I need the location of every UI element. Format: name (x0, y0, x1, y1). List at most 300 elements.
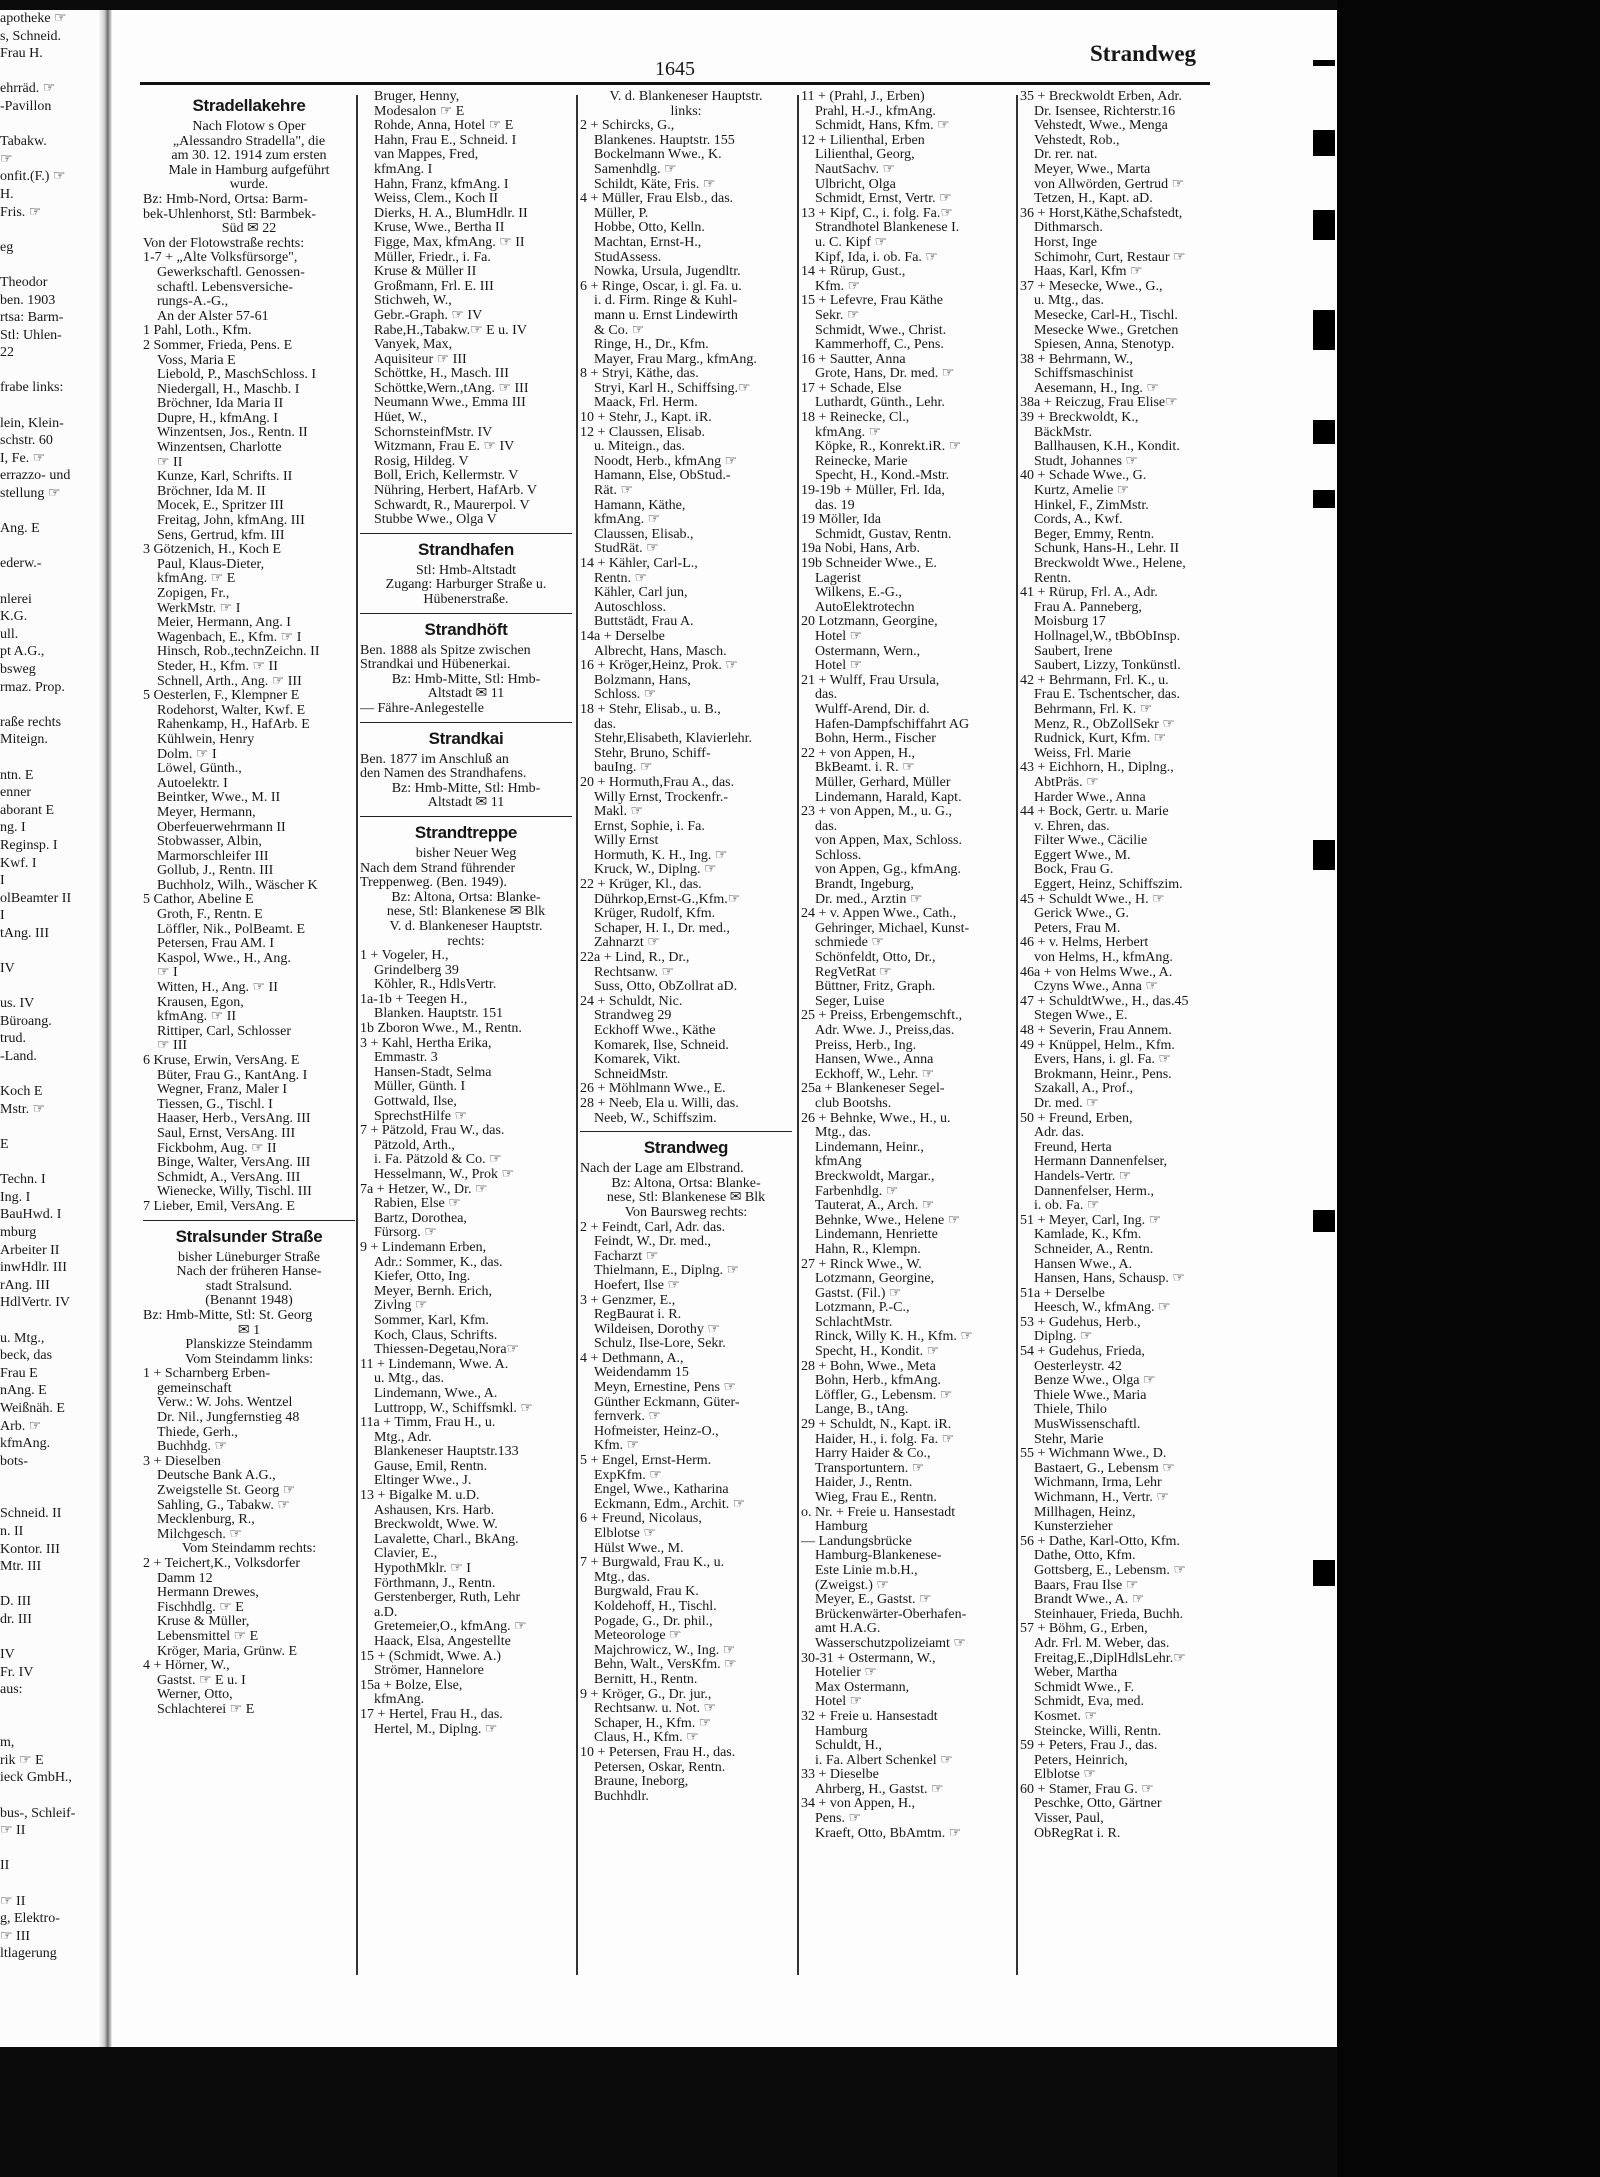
house-entry: 26 + Möhlmann Wwe., E. (580, 1082, 726, 1097)
resident-entry: das. (815, 819, 838, 834)
house-entry: 56 + Dathe, Karl-Otto, Kfm. (1020, 1534, 1180, 1549)
resident-entry: Bröchner, Ida M. II (157, 484, 266, 499)
previous-page-line: olBeamter II (0, 890, 72, 906)
resident-entry: Hahn, Franz, kfmAng. I (374, 177, 509, 192)
previous-page-line (0, 221, 98, 239)
previous-page-line: tAng. III (0, 925, 49, 941)
resident-entry: Vehstedt, Wwe., Menga (1034, 119, 1168, 134)
house-entry: 5 Oesterlen, F., Klempner E (143, 689, 300, 704)
previous-page-line (0, 1699, 98, 1717)
resident-entry: Braune, Ineborg, (594, 1775, 689, 1790)
resident-entry: gemeinschaft (157, 1381, 232, 1396)
resident-entry: Rittiper, Carl, Schlosser (157, 1024, 291, 1039)
previous-page-line: ederw.- (0, 556, 42, 572)
previous-page-line (0, 1154, 98, 1172)
house-entry: 20 + Hormuth,Frau A., das. (580, 775, 735, 790)
margin-index-marks (1313, 60, 1337, 2040)
previous-page-line: nAng. E (0, 1383, 47, 1399)
street-note: Nach der früheren Hanse- (176, 1265, 322, 1280)
resident-entry: Fürsorg. ☞ (374, 1226, 437, 1241)
resident-entry: Bernitt, H., Rentn. (594, 1672, 698, 1687)
resident-entry: Winzentsen, Charlotte (157, 441, 282, 456)
resident-entry: Gause, Emil, Rentn. (374, 1459, 488, 1474)
previous-page-line: schstr. 60 (0, 433, 53, 449)
resident-entry: Müller, Günth. I (374, 1080, 466, 1095)
resident-entry: Beger, Emmy, Rentn. (1034, 527, 1155, 542)
resident-entry: An der Alster 57-61 (157, 309, 269, 324)
previous-page-line: I (0, 908, 5, 924)
house-entry: 7a + Hetzer, W., Dr. ☞ (360, 1182, 488, 1197)
resident-entry: Kruse & Müller, (157, 1615, 250, 1630)
resident-entry: Kfm. ☞ (594, 1439, 640, 1454)
resident-entry: Noodt, Herb., kfmAng ☞ (594, 454, 738, 469)
resident-entry: Dathe, Otto, Kfm. (1034, 1549, 1136, 1564)
resident-entry: Löwel, Günth., (157, 762, 242, 777)
house-entry: 10 + Stehr, J., Kapt. iR. (580, 411, 712, 426)
house-entry: 19a Nobi, Hans, Arb. (801, 542, 920, 557)
resident-entry: Oberfeuerwehrmann II (157, 820, 286, 835)
resident-entry: Schloss. ☞ (594, 688, 657, 703)
resident-entry: Autoschloss. (594, 600, 666, 615)
resident-entry: Grote, Hans, Dr. med. ☞ (815, 367, 955, 382)
previous-page-line: g, Elektro- (0, 1911, 60, 1927)
resident-entry: Mtg., das. (594, 1570, 650, 1585)
resident-entry: Pätzold, Arth., (374, 1138, 455, 1153)
resident-entry: kfmAng. ☞ E (157, 572, 236, 587)
resident-entry: Komarek, Vikt. (594, 1053, 681, 1068)
resident-entry: Mecklenburg, R., (157, 1513, 255, 1528)
resident-entry: Baars, Frau Ilse ☞ (1034, 1578, 1139, 1593)
previous-page-line: onfit.(F.) ☞ (0, 169, 66, 185)
house-entry: 3 Götzenich, H., Koch E (143, 543, 282, 558)
resident-entry: Saul, Ernst, VersAng. III (157, 1126, 296, 1141)
resident-entry: Saubert, Lizzy, Tonkünstl. (1034, 659, 1181, 674)
resident-entry: kfmAng. (374, 1693, 425, 1708)
resident-entry: Hamburg (815, 1520, 868, 1535)
resident-entry: Stobwasser, Albin, (157, 835, 262, 850)
resident-entry: Benze Wwe., Olga ☞ (1034, 1374, 1156, 1389)
column-divider (797, 95, 799, 1975)
resident-entry: Engel, Wwe., Katharina (594, 1483, 729, 1498)
resident-entry: Schildt, Käte, Fris. ☞ (594, 177, 716, 192)
house-entry: 19-19b + Müller, Frl. Ida, (801, 484, 945, 499)
resident-entry: Meyn, Ernestine, Pens ☞ (594, 1381, 737, 1396)
resident-entry: von Allwörden, Gertrud ☞ (1034, 177, 1185, 192)
house-entry: 25a + Blankeneser Segel- (801, 1082, 945, 1097)
previous-page-line: raße rechts (0, 714, 62, 730)
resident-entry: Koch, Claus, Schrifts. (374, 1328, 498, 1343)
house-entry: 26 + Behnke, Wwe., H., u. (801, 1111, 951, 1126)
resident-entry: Transportuntern. ☞ (815, 1461, 925, 1476)
resident-entry: das. (594, 717, 617, 732)
house-entry: Nach dem Strand führender (360, 861, 516, 876)
resident-entry: Dierks, H. A., BlumHdlr. II (374, 206, 528, 221)
resident-entry: Strandhotel Blankenese I. (815, 221, 960, 236)
previous-page-line (0, 1488, 98, 1506)
resident-entry: Max Ostermann, (815, 1680, 910, 1695)
previous-page-line: enner (0, 785, 32, 801)
resident-entry: Meier, Hermann, Ang. I (157, 616, 291, 631)
house-entry: 11 + (Prahl, J., Erben) (801, 90, 925, 104)
house-entry: Ben. 1877 im Anschluß an (360, 752, 509, 767)
resident-entry: Hobbe, Otto, Kelln. (594, 221, 705, 236)
house-entry: Nach der Lage am Elbstrand. (580, 1162, 744, 1177)
resident-entry: Kfm. ☞ (815, 279, 861, 294)
resident-entry: van Mappes, Fred, (374, 148, 479, 163)
resident-entry: Moisburg 17 (1034, 615, 1106, 630)
resident-entry: bauIng. ☞ (594, 761, 653, 776)
resident-entry: Behnke, Wwe., Helene ☞ (815, 1213, 961, 1228)
resident-entry: Facharzt ☞ (594, 1249, 659, 1264)
resident-entry: Elblotse ☞ (1034, 1768, 1096, 1783)
resident-entry: Gewerkschaftl. Genossen- (157, 265, 305, 280)
resident-entry: Kosmet. ☞ (1034, 1709, 1098, 1724)
street-note: bisher Lüneburger Straße (177, 1250, 321, 1265)
resident-entry: kfmAng. ☞ (815, 425, 882, 440)
resident-entry: ObRegRat i. R. (1034, 1826, 1121, 1841)
resident-entry: & Co. ☞ (594, 323, 645, 338)
resident-entry: schmiede ☞ (815, 936, 884, 951)
resident-entry: Thiele, Thilo (1034, 1403, 1107, 1418)
house-entry: 2 Sommer, Frieda, Pens. E (143, 338, 293, 353)
house-entry: 34 + von Appen, H., (801, 1797, 916, 1812)
resident-entry: Lange, B., tAng. (815, 1403, 909, 1418)
resident-entry: Groth, F., Rentn. E (157, 908, 263, 923)
house-entry: 40 + Schade Wwe., G. (1020, 469, 1147, 484)
resident-entry: Wienecke, Willy, Tischl. III (157, 1185, 312, 1200)
resident-entry: Kunsterzieher (1034, 1520, 1113, 1535)
house-entry: 38a + Reiczug, Frau Elise☞ (1020, 396, 1178, 411)
resident-entry: Schöttke,Wern.,tAng. ☞ III (374, 381, 529, 396)
resident-entry: kfmAng. ☞ II (157, 1010, 237, 1025)
house-entry: 11 + Lindemann, Wwe. A. (360, 1357, 509, 1372)
previous-page-line: aborant E (0, 802, 55, 818)
resident-entry: Komarek, Ilse, Schneid. (594, 1038, 729, 1053)
house-entry: 12 + Claussen, Elisab. (580, 425, 705, 440)
resident-entry: Kaspol, Wwe., H., Ang. (157, 951, 291, 966)
street-note: (Benannt 1948) (205, 1294, 293, 1309)
previous-page-line: Ing. I (0, 1189, 31, 1205)
resident-entry: Kruse, Wwe., Bertha II (374, 221, 505, 236)
street-note: Von Baursweg rechts: (624, 1205, 748, 1220)
resident-entry: Müller, Gerhard, Müller (815, 775, 951, 790)
house-entry: bek-Uhlenhorst, Stl: Barmbek- (143, 207, 317, 222)
resident-entry: Schulz, Ilse-Lore, Sekr. (594, 1337, 726, 1352)
resident-entry: Seger, Luise (815, 994, 885, 1009)
resident-entry: Werner, Otto, (157, 1688, 233, 1703)
previous-page-line: Stl: Uhlen- (0, 327, 62, 343)
previous-page-line: eg (0, 239, 14, 255)
resident-entry: Peters, Frau M. (1034, 921, 1121, 936)
resident-entry: Steinhauer, Frieda, Buchh. (1034, 1607, 1184, 1622)
resident-entry: u. C. Kipf ☞ (815, 235, 888, 250)
previous-page-line: ull. (0, 626, 19, 642)
previous-page-line: s, Schneid. (0, 28, 62, 44)
resident-entry: Kunze, Karl, Schrifts. II (157, 470, 293, 485)
resident-entry: Köhler, R., HdlsVertr. (374, 978, 497, 993)
resident-entry: Milchgesch. ☞ (157, 1527, 242, 1542)
resident-entry: Brandt, Ingeburg, (815, 878, 914, 893)
street-heading: Stradellakehre (192, 96, 306, 115)
previous-page-line: n. II (0, 1524, 24, 1540)
resident-entry: Burgwald, Frau K. (594, 1585, 699, 1600)
street-note: Bz: Hmb-Mitte, Stl: Hmb- (391, 781, 541, 796)
resident-entry: Wegner, Franz, Maler I (157, 1083, 288, 1098)
resident-entry: a.D. (374, 1605, 398, 1620)
resident-entry: Blanken. Hauptstr. 151 (374, 1007, 504, 1022)
house-entry: 1 + Vogeler, H., (360, 949, 449, 964)
street-note: Bz: Altona, Ortsa: Blanke- (611, 1176, 761, 1191)
house-entry: 19 Möller, Ida (801, 513, 881, 528)
previous-page-line: BauHwd. I (0, 1207, 62, 1223)
resident-entry: Neeb, W., Schiffszim. (594, 1111, 717, 1126)
house-entry: 30-31 + Ostermann, W., (801, 1651, 936, 1666)
resident-entry: Haider, H., i. folg. Fa. ☞ (815, 1432, 955, 1447)
previous-page-line: rAng. III (0, 1277, 50, 1293)
resident-entry: Wichmann, H., Vertr. ☞ (1034, 1491, 1169, 1505)
resident-entry: Prahl, H.-J., kfmAng. (815, 104, 936, 119)
resident-entry: Ringe, H., Dr., Kfm. (594, 338, 709, 353)
resident-entry: Kruse & Müller II (374, 265, 477, 280)
house-entry: o. Nr. + Freie u. Hansestadt (801, 1505, 956, 1520)
resident-entry: Thielmann, E., Diplng. ☞ (594, 1264, 740, 1279)
house-entry: 37 + Mesecke, Wwe., G., (1020, 279, 1163, 294)
previous-page-line: lein, Klein- (0, 415, 64, 431)
street-note: Zugang: Harburger Straße u. (385, 578, 547, 593)
resident-entry: Cords, A., Kwf. (1034, 513, 1123, 528)
previous-page-line (0, 749, 98, 767)
resident-entry: von Helms, H., kfmAng. (1034, 951, 1173, 966)
resident-entry: Handels-Vertr. ☞ (1034, 1169, 1132, 1184)
resident-entry: Wildeisen, Dorothy ☞ (594, 1322, 720, 1337)
house-entry: 22 + von Appen, H., (801, 746, 916, 761)
resident-entry: Petersen, Oskar, Rentn. (594, 1760, 726, 1775)
scan-border-top (0, 0, 1337, 10)
street-note: Altstadt ✉ 11 (427, 687, 505, 702)
resident-entry: Dolm. ☞ I (157, 747, 217, 762)
resident-entry: Schneider, A., Rentn. (1034, 1242, 1154, 1257)
resident-entry: Bruger, Henny, (374, 90, 460, 104)
resident-entry: Hansen-Stadt, Selma (374, 1065, 492, 1080)
house-entry: 3 + Dieselben (143, 1454, 221, 1469)
previous-page-line: bots- (0, 1453, 28, 1469)
resident-entry: Maack, Frl. Herm. (594, 396, 698, 411)
resident-entry: Hansen, Wwe., Anna (815, 1053, 934, 1068)
resident-entry: Damm 12 (157, 1571, 213, 1586)
house-entry: 54 + Gudehus, Frieda, (1020, 1345, 1145, 1360)
house-entry: 38 + Behrmann, W., (1020, 352, 1133, 367)
resident-entry: Lagerist (815, 571, 861, 586)
previous-page-line: ng. I (0, 820, 26, 836)
house-entry: 5 Cathor, Abeline E (143, 893, 254, 908)
resident-entry: Lotzmann, P.-C., (815, 1301, 910, 1316)
section-divider (360, 533, 572, 534)
previous-page-line: -Land. (0, 1049, 37, 1065)
resident-entry: ☞ II (157, 455, 183, 470)
house-entry: 60 + Stamer, Frau G. ☞ (1020, 1782, 1154, 1797)
resident-entry: Szakall, A., Prof., (1034, 1082, 1134, 1097)
resident-entry: Löffler, G., Lebensm. ☞ (815, 1388, 953, 1403)
house-entry: 1 Pahl, Loth., Kfm. (143, 324, 252, 339)
resident-entry: Meteorologe ☞ (594, 1629, 682, 1644)
previous-page-line: I (0, 873, 5, 889)
resident-entry: StudRät. ☞ (594, 542, 659, 557)
resident-entry: Menz, R., ObZollSekr ☞ (1034, 717, 1175, 732)
resident-entry: Beintker, Wwe., M. II (157, 791, 281, 806)
resident-entry: Mtg., Adr. (374, 1430, 432, 1445)
previous-page-line: ieck GmbH., (0, 1770, 72, 1786)
resident-entry: Eckhoff Wwe., Käthe (594, 1024, 716, 1038)
resident-entry: Lindemann, Harald, Kapt. (815, 790, 962, 805)
resident-entry: Eckmann, Edm., Archit. ☞ (594, 1497, 746, 1512)
previous-page-line: Frau H. (0, 46, 43, 62)
previous-page-line: us. IV (0, 996, 35, 1012)
resident-entry: Kröger, Maria, Grünw. E (157, 1644, 298, 1659)
resident-entry: amt H.A.G. (815, 1622, 881, 1637)
resident-entry: Harder Wwe., Anna (1034, 790, 1146, 805)
house-entry: Bz: Hmb-Mitte, Stl: St. Georg (143, 1308, 313, 1323)
resident-entry: Behrmann, Frl. K. ☞ (1034, 702, 1153, 717)
previous-page-line (0, 942, 98, 960)
resident-entry: Luthardt, Günth., Lehr. (815, 396, 945, 411)
resident-entry: Horst, Inge (1034, 235, 1097, 250)
resident-entry: Nowka, Ursula, Jugendltr. (594, 265, 741, 280)
resident-entry: Schmidt, Hans, Kfm. ☞ (815, 119, 950, 134)
previous-page-line: Kontor. III (0, 1541, 60, 1557)
resident-entry: Weiss, Frl. Marie (1034, 746, 1131, 761)
resident-entry: Krüger, Rudolf, Kfm. (594, 907, 716, 922)
house-entry: 57 + Böhm, G., Erben, (1020, 1622, 1148, 1637)
resident-entry: Gottsberg, E., Lebensm. ☞ (1034, 1563, 1186, 1578)
resident-entry: Rudnick, Kurt, Kfm. ☞ (1034, 732, 1167, 747)
resident-entry: Büttner, Fritz, Graph. (815, 980, 936, 995)
house-entry: 7 + Pätzold, Frau W., das. (360, 1124, 505, 1139)
previous-page-line: IV (0, 961, 15, 977)
resident-entry: kfmAng (815, 1155, 862, 1170)
resident-entry: Freitag, John, kfmAng. III (157, 514, 305, 529)
resident-entry: Claussen, Elisab., (594, 527, 694, 542)
resident-entry: Heesch, W., kfmAng. ☞ (1034, 1301, 1171, 1316)
street-note: stadt Stralsund. (205, 1279, 293, 1294)
resident-entry: Haas, Karl, Kfm ☞ (1034, 265, 1143, 280)
resident-entry: Hülst Wwe., M. (594, 1541, 684, 1556)
previous-page-line: beck, das (0, 1348, 53, 1364)
resident-entry: Mesecke Wwe., Gretchen (1034, 323, 1179, 338)
previous-page-line: mburg (0, 1224, 37, 1240)
previous-page-line: Tabakw. (0, 134, 47, 150)
previous-page-line: E (0, 1137, 9, 1152)
previous-page-line: 22 (0, 345, 14, 361)
section-divider (360, 613, 572, 614)
resident-entry: Brokmann, Heinr., Pens. (1034, 1067, 1172, 1082)
resident-entry: Lavalette, Charl., BkAng. (374, 1532, 519, 1547)
resident-entry: v. Ehren, das. (1034, 819, 1110, 834)
resident-entry: BäckMstr. (1034, 425, 1092, 440)
resident-entry: Thiessen-Degetau,Nora☞ (374, 1343, 520, 1358)
previous-page-line: Frau E (0, 1365, 38, 1381)
street-note: Male in Hamburg aufgeführt (168, 163, 330, 178)
previous-page-line: IV (0, 1647, 15, 1663)
resident-entry: NautSachv. ☞ (815, 162, 896, 177)
house-entry: 5 + Engel, Ernst-Herm. (580, 1454, 712, 1469)
resident-entry: Stryi, Karl H., Schiffsing.☞ (594, 381, 751, 396)
house-entry: 6 Kruse, Erwin, VersAng. E (143, 1054, 300, 1068)
house-entry: 4 + Hörner, W., (143, 1659, 230, 1674)
resident-entry: Gerick Wwe., G. (1034, 907, 1129, 922)
house-entry: 14 + Kähler, Carl-L., (580, 557, 698, 571)
street-note: Stl: Hmb-Altstadt (416, 563, 516, 578)
resident-entry: Harry Haider & Co., (815, 1447, 931, 1462)
house-entry: 17 + Schade, Else (801, 381, 902, 396)
resident-entry: Rechtsanw. ☞ (594, 965, 675, 980)
resident-entry: ExpKfm. ☞ (594, 1468, 662, 1483)
house-entry: Bz: Hmb-Nord, Ortsa: Barm- (143, 192, 308, 207)
resident-entry: Machtan, Ernst-H., (594, 235, 702, 250)
resident-entry: Blankenes. Hauptstr. 155 (594, 133, 735, 148)
previous-page-line (0, 503, 98, 521)
house-entry: 28 + Neeb, Ela u. Willi, das. (580, 1096, 739, 1111)
resident-entry: Köpke, R., Konrekt.iR. ☞ (815, 440, 962, 455)
resident-entry: Sommer, Karl, Kfm. (374, 1313, 489, 1328)
resident-entry: Freitag,E.,DiplHdlsLehr.☞ (1034, 1651, 1186, 1666)
resident-entry: Dithmarsch. (1034, 221, 1103, 236)
resident-entry: Specht, H., Kond.-Mstr. (815, 469, 950, 484)
resident-entry: Aquisiteur ☞ III (374, 352, 467, 367)
street-note: Bz: Hmb-Mitte, Stl: Hmb- (391, 672, 541, 687)
street-note: ✉ 1 (237, 1323, 261, 1338)
previous-page-line: Weißnäh. E (0, 1400, 65, 1416)
resident-entry: Günther Eckmann, Güter- (594, 1395, 740, 1410)
resident-entry: Binge, Walter, VersAng. III (157, 1156, 311, 1171)
resident-entry: Zahnarzt ☞ (594, 936, 660, 951)
resident-entry: Schmidt, Ernst, Vertr. ☞ (815, 192, 952, 207)
resident-entry: Kraeft, Otto, BbAmtm. ☞ (815, 1826, 962, 1841)
resident-entry: Claus, H., Kfm. ☞ (594, 1731, 699, 1746)
resident-entry: Mayer, Frau Marg., kfmAng. (594, 352, 757, 367)
resident-entry: Freund, Herta (1034, 1140, 1112, 1155)
house-entry: 15a + Bolze, Else, (360, 1678, 463, 1693)
resident-entry: Zweigstelle St. Georg ☞ (157, 1484, 296, 1499)
resident-entry: Rentn. ☞ (594, 571, 647, 586)
previous-page-line: m, (0, 1735, 15, 1751)
house-entry: 6 + Ringe, Oscar, i. gl. Fa. u. (580, 279, 742, 294)
previous-page-line (0, 116, 98, 134)
header-rule (140, 82, 1210, 85)
resident-entry: Hinkel, F., ZimMstr. (1034, 498, 1149, 513)
previous-page-line (0, 1312, 98, 1330)
resident-entry: Dupre, H., kfmAng. I (157, 411, 278, 426)
resident-entry: rungs-A.-G., (157, 295, 229, 310)
resident-entry: Peters, Heinrich, (1034, 1753, 1128, 1768)
resident-entry: Haider, J., Rentn. (815, 1476, 913, 1491)
resident-entry: Hafen-Dampfschiffahrt AG (815, 717, 970, 732)
resident-entry: AutoElektrotechn (815, 600, 915, 615)
previous-page-line: rtsa: Barm- (0, 310, 64, 326)
resident-entry: Rosig, Hildeg. V (374, 454, 469, 469)
resident-entry: Meyer, Wwe., Marta (1034, 162, 1151, 177)
resident-entry: Gollub, J., Rentn. III (157, 864, 274, 879)
previous-page-line (0, 1875, 98, 1893)
resident-entry: SchlachtMstr. (815, 1315, 893, 1330)
resident-entry: Schuldt, H., (815, 1739, 882, 1754)
resident-entry: Bohn, Herb., kfmAng. (815, 1374, 941, 1389)
resident-entry: Grindelberg 39 (374, 963, 459, 978)
resident-entry: das. 19 (815, 498, 855, 513)
previous-page-line: inwHdlr. III (0, 1260, 67, 1276)
house-entry: 45 + Schuldt Wwe., H. ☞ (1020, 892, 1165, 907)
resident-entry: Bastaert, G., Lebensm ☞ (1034, 1461, 1175, 1476)
house-entry: 17 + Hertel, Frau H., das. (360, 1707, 503, 1722)
